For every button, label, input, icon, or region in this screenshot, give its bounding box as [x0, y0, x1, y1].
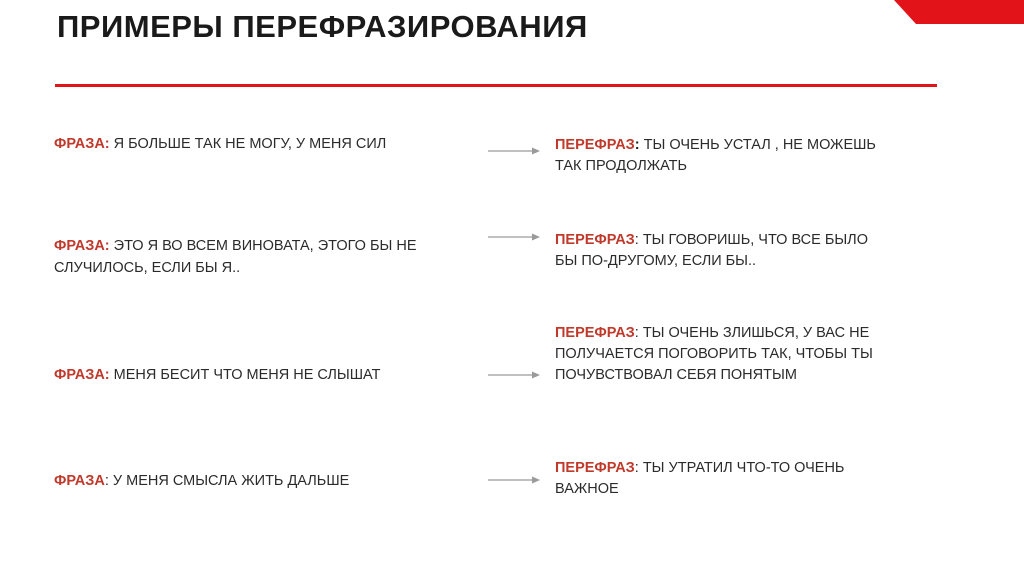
rephrase-1 — [555, 135, 905, 177]
phrase-3 — [54, 364, 474, 386]
rephrase-4 — [555, 458, 895, 500]
rephrase-label: ПЕРЕФРАЗ — [555, 460, 635, 476]
page-title: ПРИМЕРЫ ПЕРЕФРАЗИРОВАНИЯ — [57, 9, 588, 44]
rephrase-2 — [555, 230, 875, 272]
phrase-text: : У МЕНЯ СМЫСЛА ЖИТЬ ДАЛЬШЕ — [104, 473, 350, 489]
phrase-text: ЭТО Я ВО ВСЕМ ВИНОВАТА, ЭТОГО БЫ НЕ СЛУЧИЛОСЬ, ЕСЛИ БЫ Я.. — [54, 238, 417, 276]
rephrase-colon: : — [634, 460, 639, 476]
phrase-label: ФРАЗА: — [54, 367, 110, 383]
phrase-4 — [54, 470, 474, 492]
arrow-icon — [488, 475, 540, 485]
rephrase-label: ПЕРЕФРАЗ — [555, 232, 635, 248]
rephrase-label: ПЕРЕФРАЗ — [555, 325, 635, 341]
phrase-text: МЕНЯ БЕСИТ ЧТО МЕНЯ НЕ СЛЫШАТ — [109, 367, 381, 383]
title-divider — [55, 84, 937, 87]
arrow-icon — [488, 232, 540, 242]
phrase-label: ФРАЗА: — [54, 136, 110, 152]
rephrase-text: ТЫ ГОВОРИШЬ, ЧТО ВСЕ БЫЛО БЫ ПО-ДРУГОМУ, ЕСЛИ БЫ.. — [555, 232, 868, 269]
phrase-text: Я БОЛЬШЕ ТАК НЕ МОГУ, У МЕНЯ СИЛ — [109, 136, 387, 152]
phrase-label: ФРАЗА: — [54, 238, 110, 254]
phrase-label: ФРАЗА — [54, 473, 105, 489]
phrase-1 — [54, 133, 474, 155]
rephrase-colon: : — [634, 232, 639, 248]
rephrase-label: ПЕРЕФРАЗ — [555, 137, 635, 153]
rephrase-text: ТЫ УТРАТИЛ ЧТО-ТО ОЧЕНЬ ВАЖНОЕ — [555, 460, 845, 497]
rephrase-colon: : — [634, 137, 640, 153]
rephrase-3 — [555, 323, 875, 386]
corner-accent-shape — [894, 0, 1024, 24]
arrow-icon — [488, 370, 540, 380]
rephrase-colon: : — [634, 325, 639, 341]
phrase-2 — [54, 235, 464, 279]
rephrase-text: ТЫ ОЧЕНЬ УСТАЛ , НЕ МОЖЕШЬ ТАК ПРОДОЛЖАТЬ — [555, 137, 876, 174]
arrow-icon — [488, 146, 540, 156]
rephrase-text: ТЫ ОЧЕНЬ ЗЛИШЬСЯ, У ВАС НЕ ПОЛУЧАЕТСЯ ПОГОВОРИТЬ ТАК, ЧТОБЫ ТЫ ПОЧУВСТВОВАЛ СЕБЯ ПОНЯТЫМ — [555, 325, 873, 383]
